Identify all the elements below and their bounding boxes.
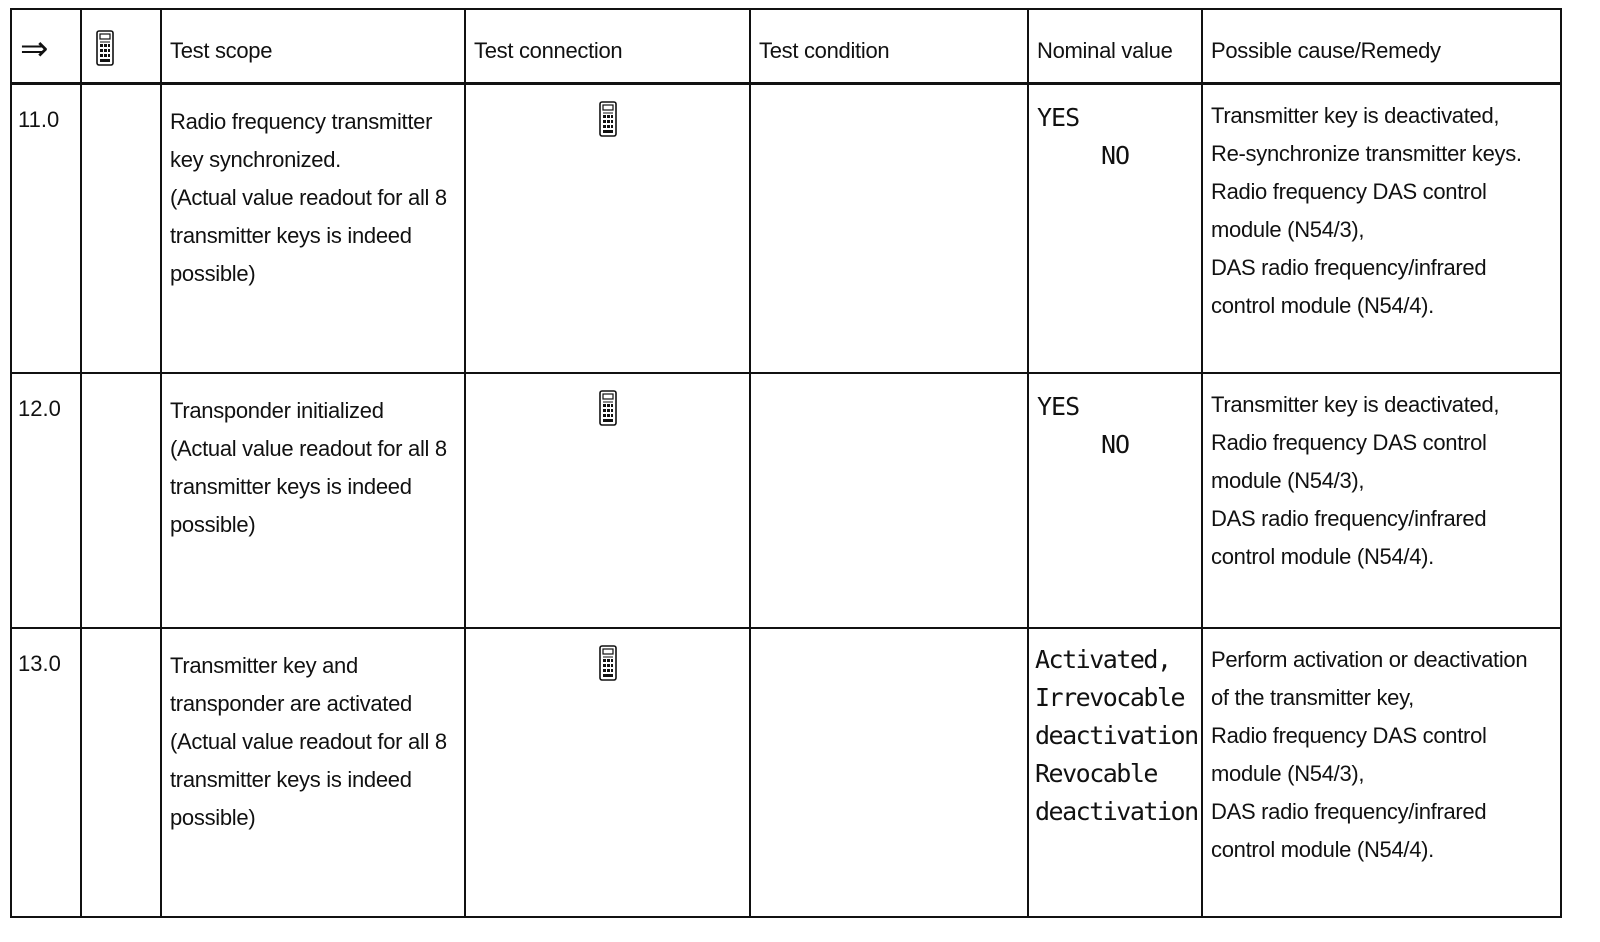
table-row — [11, 373, 1561, 628]
arrow-icon: ⇒ — [20, 30, 49, 68]
remedy-cell: Transmitter key is deactivated, Radio frequency DAS control module (N54/3), DAS radio frequency/infrared control module (N54/4). — [1202, 373, 1561, 628]
remedy-cell: Perform activation or deactivation of the transmitter key, Radio frequency DAS control module (N54/3), DAS radio frequency/infrared control module (N54/4). — [1202, 628, 1561, 917]
test-connection-cell — [465, 373, 750, 628]
header-test-connection: Test connection — [465, 9, 750, 84]
nominal-no: NO — [1101, 141, 1130, 170]
test-condition-cell — [750, 84, 1028, 374]
test-connection-cell — [465, 84, 750, 374]
hand-held-tester-icon — [599, 645, 617, 681]
nominal-yes: YES — [1037, 103, 1080, 132]
header-test-condition: Test condition — [750, 9, 1028, 84]
nominal-yes: YES — [1037, 392, 1080, 421]
test-condition-cell — [750, 628, 1028, 917]
test-scope-cell: Radio frequency transmitter key synchronized. (Actual value readout for all 8 transmitter keys is indeed possible) — [161, 84, 465, 374]
hand-held-tester-icon — [599, 390, 617, 426]
test-scope-cell: Transponder initialized (Actual value readout for all 8 transmitter keys is indeed possible) — [161, 373, 465, 628]
header-arrow-cell — [11, 9, 81, 84]
step-number: 13.0 — [11, 628, 81, 917]
step-number: 11.0 — [11, 84, 81, 374]
test-connection-cell — [465, 628, 750, 917]
hand-held-tester-icon — [96, 30, 114, 66]
diagnostic-test-table — [10, 8, 1562, 918]
step-number: 12.0 — [11, 373, 81, 628]
nominal-no: NO — [1101, 430, 1130, 459]
nominal-value-cell: Activated, Irrevocable deactivation Revocable deactivation — [1028, 628, 1202, 917]
table-row — [11, 628, 1561, 917]
test-condition-cell — [750, 373, 1028, 628]
test-scope-cell: Transmitter key and transponder are activated (Actual value readout for all 8 transmitter keys is indeed possible) — [161, 628, 465, 917]
table-header-row — [11, 9, 1561, 84]
header-nominal-value: Nominal value — [1028, 9, 1202, 84]
tester-column-cell — [81, 84, 161, 374]
nominal-value-cell — [1028, 373, 1202, 628]
remedy-cell: Transmitter key is deactivated, Re-synchronize transmitter keys. Radio frequency DAS control module (N54/3), DAS radio frequency/infrared control module (N54/4). — [1202, 84, 1561, 374]
header-tester-cell — [81, 9, 161, 84]
tester-column-cell — [81, 373, 161, 628]
header-test-scope: Test scope — [161, 9, 465, 84]
nominal-value-cell — [1028, 84, 1202, 374]
hand-held-tester-icon — [599, 101, 617, 137]
tester-column-cell — [81, 628, 161, 917]
header-possible-cause: Possible cause/Remedy — [1202, 9, 1561, 84]
table-row — [11, 84, 1561, 374]
